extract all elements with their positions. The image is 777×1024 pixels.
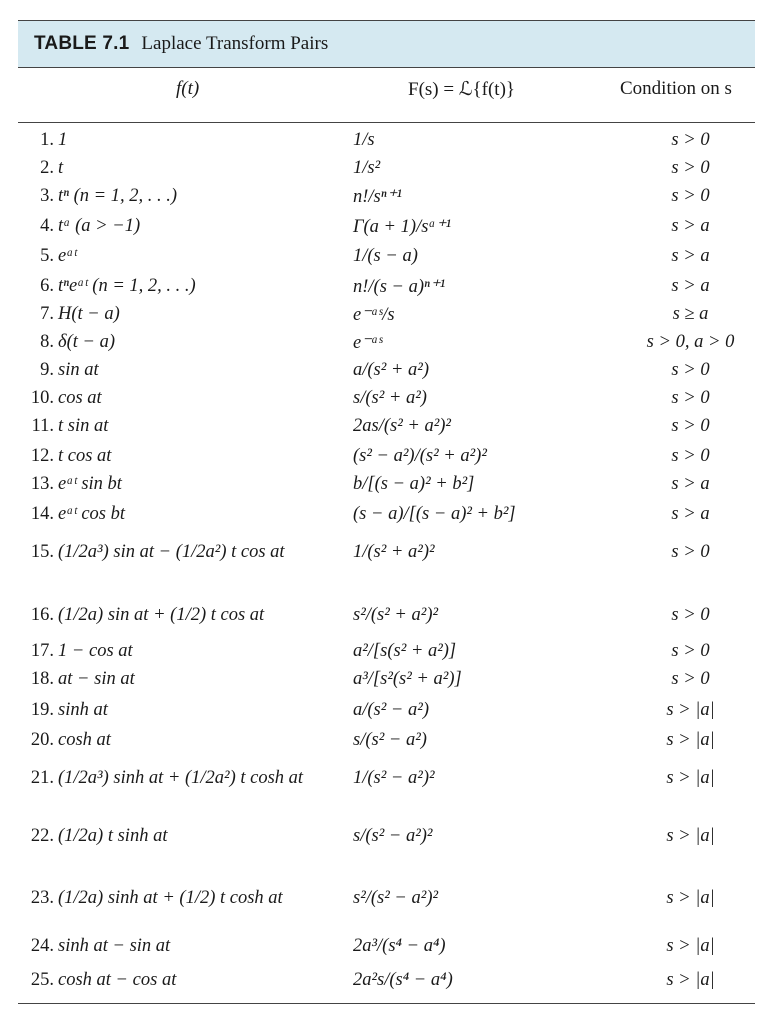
row-transform: a³/[s²(s² + a²)] — [353, 669, 462, 689]
row-transform: Γ(a + 1)/sᵃ⁺¹ — [353, 217, 452, 237]
row-transform: a²/[s(s² + a²)] — [353, 641, 457, 661]
row-condition: s > a — [671, 276, 710, 296]
row-transform: a/(s² − a²) — [353, 700, 429, 720]
row-condition: s > |a| — [666, 700, 715, 720]
row-number: 8. — [40, 332, 54, 352]
row-f-of-t: sinh at − sin at — [58, 936, 171, 956]
row-transform: s/(s² − a²) — [353, 730, 427, 750]
row-transform: 2a³/(s⁴ − a⁴) — [353, 936, 446, 956]
row-transform: 1/(s² + a²)² — [353, 542, 435, 562]
row-condition: s > 0 — [671, 605, 710, 625]
row-transform: s²/(s² − a²)² — [353, 888, 439, 908]
header-f-of-t: f(t) — [176, 78, 200, 99]
row-number: 1. — [40, 130, 54, 150]
row-f-of-t: (1/2a) sin at + (1/2) t cos at — [58, 605, 265, 625]
row-number: 17. — [30, 641, 54, 661]
row-transform: 1/(s² − a²)² — [353, 768, 435, 788]
row-number: 20. — [30, 730, 54, 750]
row-condition: s > 0 — [671, 416, 710, 436]
row-number: 14. — [30, 504, 54, 524]
row-number: 13. — [30, 474, 54, 494]
row-f-of-t: cosh at — [58, 730, 111, 750]
row-condition: s > 0 — [671, 130, 710, 150]
row-f-of-t: (1/2a) t sinh at — [58, 826, 168, 846]
row-number: 10. — [30, 388, 54, 408]
row-f-of-t: H(t − a) — [58, 304, 120, 324]
row-number: 5. — [40, 246, 54, 266]
row-condition: s > a — [671, 216, 710, 236]
row-f-of-t: (1/2a³) sinh at + (1/2a²) t cosh at — [58, 768, 304, 788]
row-transform: 1/(s − a) — [353, 246, 418, 266]
row-number: 18. — [30, 669, 54, 689]
row-transform: (s² − a²)/(s² + a²)² — [353, 446, 487, 466]
bottom-divider — [18, 1003, 755, 1004]
laplace-table — [18, 20, 755, 1005]
row-condition: s > 0, a > 0 — [646, 332, 735, 352]
row-number: 4. — [40, 216, 54, 236]
row-condition: s > a — [671, 504, 710, 524]
row-transform: 1/s² — [353, 158, 381, 178]
row-condition: s > |a| — [666, 826, 715, 846]
row-condition: s > a — [671, 246, 710, 266]
row-transform: s/(s² + a²) — [353, 388, 427, 408]
row-condition: s > |a| — [666, 888, 715, 908]
row-condition: s > |a| — [666, 768, 715, 788]
row-condition: s > |a| — [666, 970, 715, 990]
row-number: 23. — [30, 888, 54, 908]
row-f-of-t: (1/2a) sinh at + (1/2) t cosh at — [58, 888, 283, 908]
row-number: 15. — [30, 542, 54, 562]
row-number: 22. — [30, 826, 54, 846]
row-transform: n!/(s − a)ⁿ⁺¹ — [353, 277, 446, 297]
row-transform: e⁻ᵃˢ — [353, 333, 383, 353]
row-transform: 1/s — [353, 130, 375, 150]
row-condition: s > |a| — [666, 936, 715, 956]
row-condition: s > 0 — [671, 388, 710, 408]
row-number: 2. — [40, 158, 54, 178]
row-f-of-t: eᵃᵗ cos bt — [58, 504, 125, 524]
header-condition: Condition on s — [620, 78, 732, 99]
row-f-of-t: δ(t − a) — [58, 332, 116, 352]
row-condition: s > 0 — [671, 158, 710, 178]
row-transform: b/[(s − a)² + b²] — [353, 474, 475, 494]
row-f-of-t: (1/2a³) sin at − (1/2a²) t cos at — [58, 542, 285, 562]
row-f-of-t: eᵃᵗ sin bt — [58, 474, 122, 494]
row-f-of-t: t sin at — [58, 416, 109, 436]
row-condition: s > 0 — [671, 669, 710, 689]
row-condition: s > 0 — [671, 446, 710, 466]
header-divider — [18, 122, 755, 123]
row-number: 19. — [30, 700, 54, 720]
row-f-of-t: cosh at − cos at — [58, 970, 177, 990]
row-f-of-t: 1 — [58, 130, 68, 150]
row-f-of-t: at − sin at — [58, 669, 135, 689]
row-f-of-t: sinh at — [58, 700, 108, 720]
table-title: Laplace Transform Pairs — [141, 33, 329, 54]
row-condition: s > |a| — [666, 730, 715, 750]
row-number: 6. — [40, 276, 54, 296]
row-condition: s > 0 — [671, 542, 710, 562]
row-transform: s²/(s² + a²)² — [353, 605, 439, 625]
row-f-of-t: cos at — [58, 388, 102, 408]
row-f-of-t: tᵃ (a > −1) — [58, 216, 141, 236]
row-number: 12. — [30, 446, 54, 466]
row-f-of-t: 1 − cos at — [58, 641, 133, 661]
row-transform: 2a²s/(s⁴ − a⁴) — [353, 970, 453, 990]
row-number: 21. — [30, 768, 54, 788]
table-title-bar — [18, 20, 755, 68]
row-transform: n!/sⁿ⁺¹ — [353, 187, 402, 207]
row-number: 3. — [40, 186, 54, 206]
row-number: 7. — [40, 304, 54, 324]
row-f-of-t: tⁿ (n = 1, 2, . . .) — [58, 186, 178, 206]
row-number: 11. — [31, 416, 54, 436]
row-transform: (s − a)/[(s − a)² + b²] — [353, 504, 516, 524]
table-label: TABLE 7.1 — [34, 33, 130, 54]
row-number: 25. — [30, 970, 54, 990]
row-transform: a/(s² + a²) — [353, 360, 429, 380]
row-transform: e⁻ᵃˢ/s — [353, 305, 395, 325]
row-f-of-t: t — [58, 158, 64, 178]
row-condition: s > a — [671, 474, 710, 494]
header-laplace-transform: F(s) = ℒ{f(t)} — [408, 79, 516, 100]
row-condition: s > 0 — [671, 186, 710, 206]
row-f-of-t: eᵃᵗ — [58, 246, 77, 266]
row-transform: s/(s² − a²)² — [353, 826, 433, 846]
row-transform: 2as/(s² + a²)² — [353, 416, 451, 436]
row-condition: s ≥ a — [672, 304, 709, 324]
row-condition: s > 0 — [671, 360, 710, 380]
row-f-of-t: tⁿeᵃᵗ (n = 1, 2, . . .) — [58, 276, 196, 296]
row-condition: s > 0 — [671, 641, 710, 661]
row-f-of-t: t cos at — [58, 446, 112, 466]
row-number: 24. — [30, 936, 54, 956]
row-number: 9. — [40, 360, 54, 380]
row-f-of-t: sin at — [58, 360, 99, 380]
row-number: 16. — [30, 605, 54, 625]
